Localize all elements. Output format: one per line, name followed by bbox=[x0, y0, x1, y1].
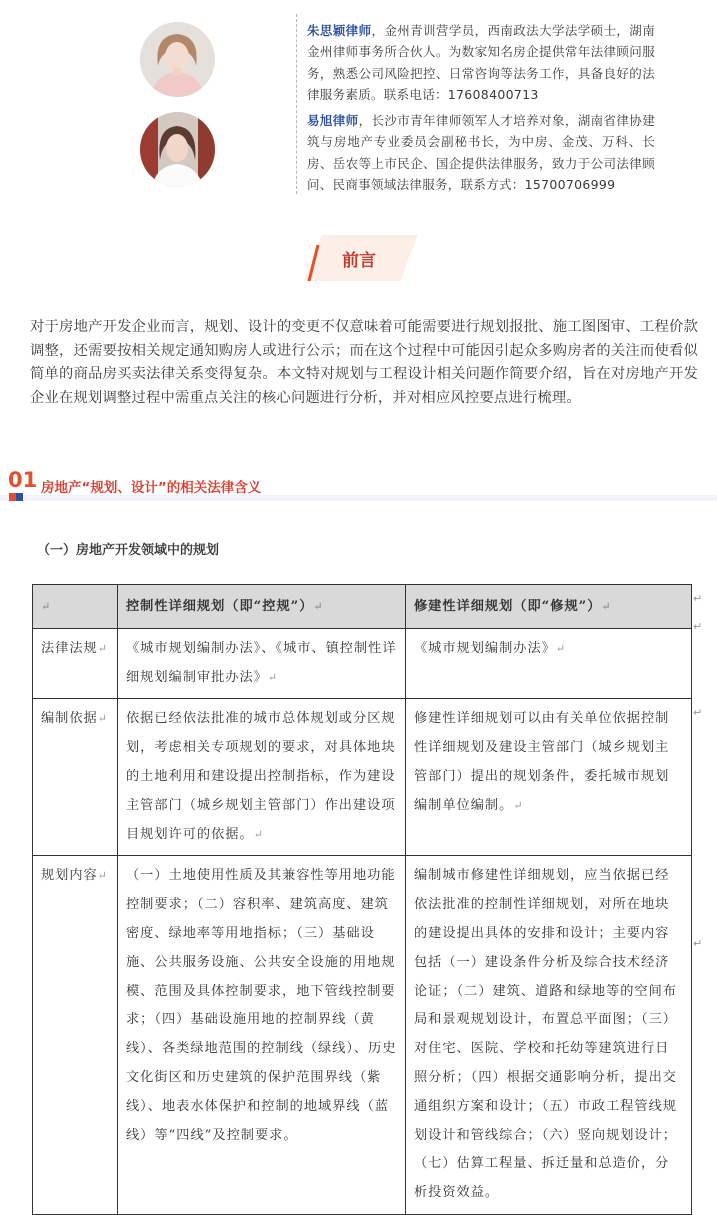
table-row bbox=[33, 628, 692, 699]
row-cell: 依据已经依法批准的城市总体规划或分区规划，考虑相关专项规划的要求，对具体地块的土地利用和建设提出控制指标，作为建设主管部门（城乡规划主管部门）作出建设项目规划许可的依据。↵ bbox=[118, 699, 406, 856]
edge-marker: ↵ bbox=[693, 937, 703, 950]
subsection-title: （一）房地产开发领域中的规划 bbox=[37, 543, 220, 558]
planning-comparison-table bbox=[32, 584, 692, 1215]
author-bio-1: 朱思颖律师，金州青训营学员，西南政法大学法学硕士，湖南金州律师事务所合伙人。为数家知名房企提供常年法律顾问服务，熟悉公司风险把控、日常咨询等法务工作，具备良好的法律服务素质。联系电话：17608400713 bbox=[307, 23, 655, 102]
edge-marker: ↵ bbox=[693, 592, 703, 605]
section-squares-icon bbox=[9, 493, 23, 501]
row-label: 法律法规↵ bbox=[33, 628, 118, 699]
header-control-plan: 控制性详细规划（即“控规”）↵ bbox=[118, 585, 406, 629]
row-cell: 编制城市修建性详细规划，应当依据已经依法批准的控制性详细规划，对所在地块的建设提出具体的安排和设计；主要内容包括（一）建设条件分析及综合技术经济论证；（二）建筑、道路和绿地等的空间布局和景观规划设计，布置总平面图；（三）对住宅、医院、学校和托幼等建筑进行日照分析；（四）根据交通影响分析，提出交通组织方案和设计；（五）市政工程管线规划设计和管线综合；（六）竖向规划设计；（七）估算工程量、拆迁量和总造价，分析投资效益。 bbox=[406, 856, 692, 1215]
row-cell: （一）土地使用性质及其兼容性等用地功能控制要求；（二）容积率、建筑高度、建筑密度、绿地率等用地指标；（三）基础设施、公共服务设施、公共安全设施的用地规模、范围及具体控制要求，地下管线控制要求；（四）基础设施用地的控制界线（黄线）、各类绿地范围的控制线（绿线）、历史文化街区和历史建筑的保护范围界线（紫线）、地表水体保护和控制的地域界线（蓝线）等“四线”及控制要求。 bbox=[118, 856, 406, 1215]
table-header-row bbox=[33, 585, 692, 629]
edge-marker: ↵ bbox=[693, 706, 703, 719]
row-cell: 《城市规划编制办法》、《城市、镇控制性详细规划编制审批办法》↵ bbox=[118, 628, 406, 699]
row-label: 规划内容↵ bbox=[33, 856, 118, 1215]
table-row bbox=[33, 699, 692, 856]
portrait-image-2 bbox=[140, 112, 215, 187]
author-avatar-1 bbox=[140, 22, 215, 97]
row-label: 编制依据↵ bbox=[33, 699, 118, 856]
bio-divider bbox=[296, 14, 297, 194]
header-construction-plan: 修建性详细规划（即“修规”）↵ bbox=[406, 585, 692, 629]
author-name-1: 朱思颖律师 bbox=[307, 23, 372, 38]
preface-title: 前言 bbox=[342, 251, 376, 271]
edge-marker: ↵ bbox=[693, 620, 703, 633]
author-bio-2: 易旭律师，长沙市青年律师领军人才培养对象，湖南省律协建筑与房地产专业委员会副秘书长，为中房、金茂、万科、长房、岳农等上市民企、国企提供法律服务，致力于公司法律顾问、民商事领域法律服务，联系方式：15700706999 bbox=[307, 113, 656, 192]
portrait-image-1 bbox=[140, 22, 215, 97]
table-row bbox=[33, 856, 692, 1215]
row-cell: 《城市规划编制办法》↵ bbox=[406, 628, 692, 699]
section-number: 01 bbox=[8, 468, 38, 492]
author-name-2: 易旭律师 bbox=[307, 113, 359, 128]
row-cell: 修建性详细规划可以由有关单位依据控制性详细规划及建设主管部门（城乡规划主管部门）提出的规划条件，委托城市规划编制单位编制。↵ bbox=[406, 699, 692, 856]
author-avatar-2 bbox=[140, 112, 215, 187]
section-title: 房地产“规划、设计”的相关法律含义 bbox=[41, 480, 262, 496]
header-blank: ↵ bbox=[33, 585, 118, 629]
intro-paragraph: 对于房地产开发企业而言，规划、设计的变更不仅意味着可能需要进行规划报批、施工图图审、工程价款调整，还需要按相关规定通知购房人或进行公示；而在这个过程中可能因引起众多购房者的关注而使看似简单的商品房买卖法律关系变得复杂。本文特对规划与工程设计相关问题作简要介绍，旨在对房地产开发企业在规划调整过程中需重点关注的核心问题进行分析，并对相应风控要点进行梳理。 bbox=[30, 319, 698, 406]
